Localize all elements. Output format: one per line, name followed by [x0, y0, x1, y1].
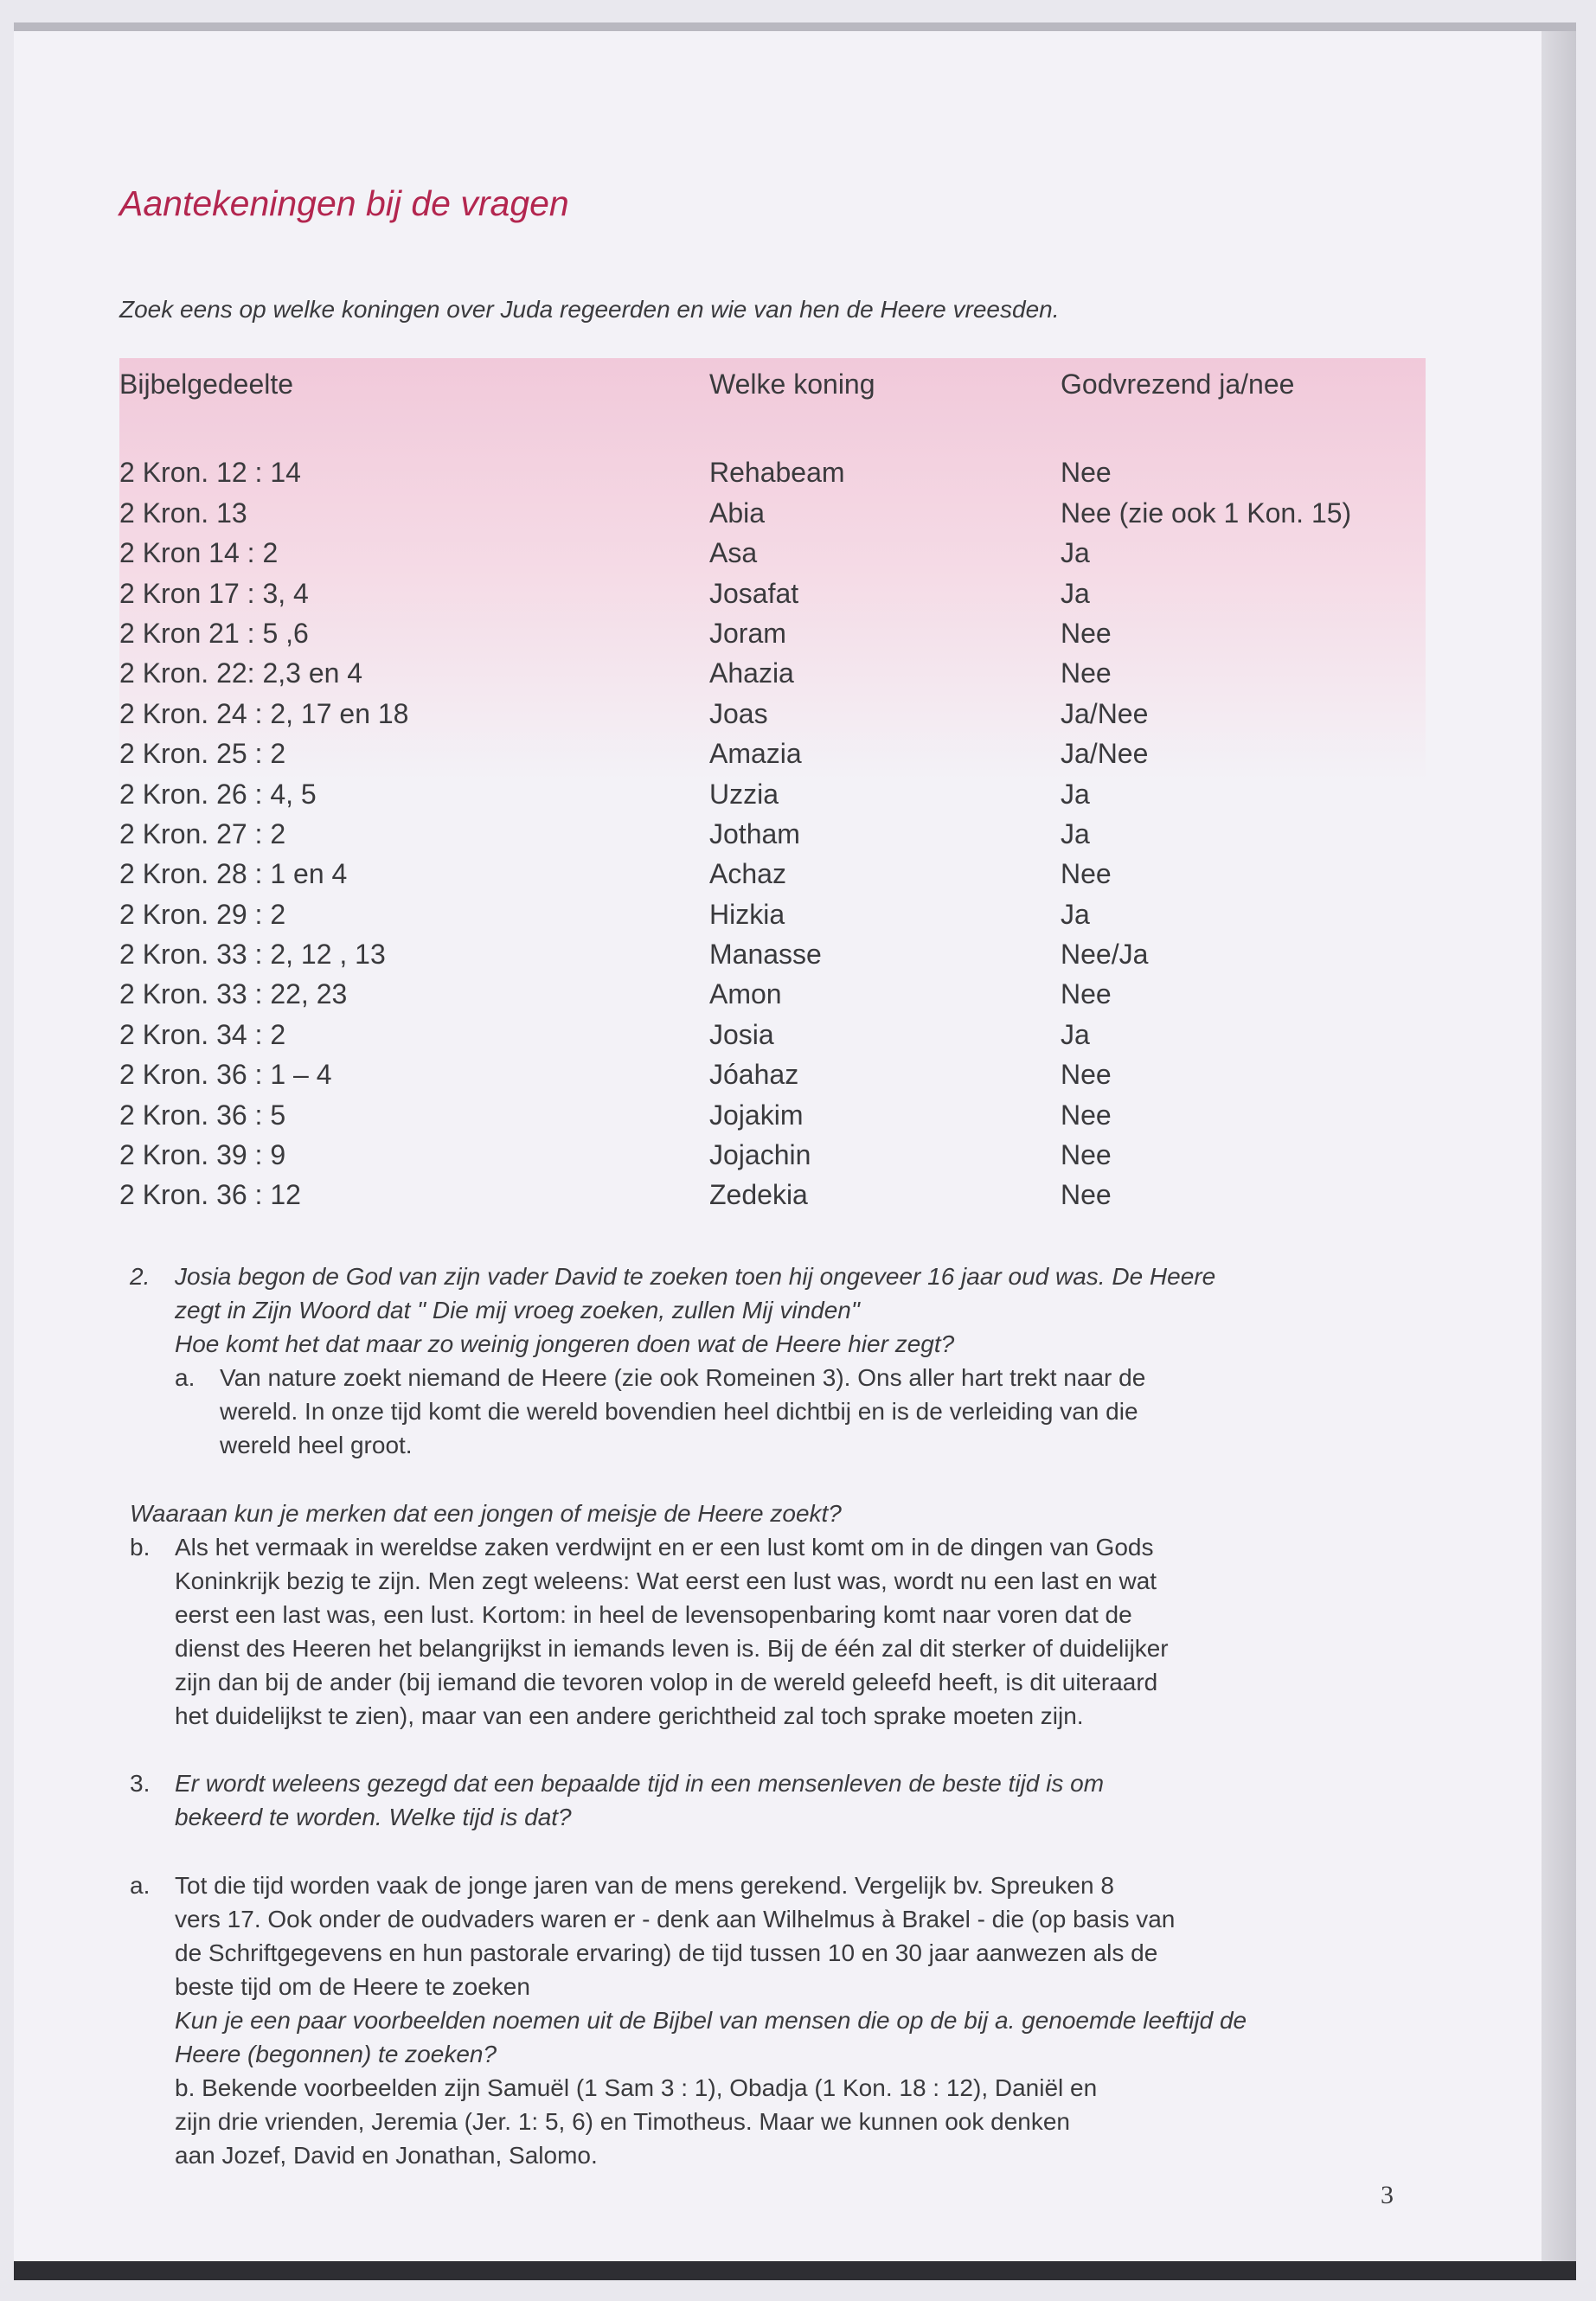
q3-answer-b-line-3: aan Jozef, David en Jonathan, Salomo.: [175, 2142, 598, 2169]
q2-answer-b-line-3: eerst een last was, een lust. Kortom: in heel de levensopenbaring komt naar voren dat de: [175, 1601, 1132, 1628]
cell-passage: 2 Kron. 28 : 1 en 4: [119, 858, 348, 890]
cell-passage: 2 Kron. 25 : 2: [119, 738, 286, 770]
cell-king: Joram: [709, 617, 786, 649]
cell-king: Achaz: [709, 858, 786, 890]
table-spacer-row: [119, 417, 1458, 457]
cell-godfearing: Nee: [1061, 858, 1112, 890]
table-row: [119, 738, 1458, 778]
bottom-edge: [14, 2261, 1576, 2280]
q3-answer-a-line-4: beste tijd om de Heere te zoeken: [175, 1973, 530, 2000]
page: [14, 22, 1576, 2280]
q3-answer-a-line-3: de Schriftgegevens en hun pastorale ervaring) de tijd tussen 10 en 30 jaar aanwezen als de: [175, 1939, 1158, 1966]
table-row: [119, 578, 1458, 618]
q3-sub-question-line-1: Kun je een paar voorbeelden noemen uit de Bijbel van mensen die op de bij a. genoemde leeftijd de: [175, 2007, 1247, 2034]
q2-answer-b-line-5: zijn dan bij de ander (bij iemand die tevoren volop in de wereld geleefd heeft, is dit uiteraard: [175, 1669, 1158, 1695]
table-row: [119, 858, 1458, 898]
q2-number: 2.: [130, 1263, 151, 1290]
cell-godfearing: Ja/Nee: [1061, 738, 1149, 770]
q2-line-2: zegt in Zijn Woord dat " Die mij vroeg zoeken, zullen Mij vinden": [175, 1297, 860, 1324]
cell-passage: 2 Kron. 36 : 1 – 4: [119, 1059, 332, 1091]
table-row: [119, 1059, 1458, 1099]
cell-king: Jóahaz: [709, 1059, 799, 1091]
cell-passage: 2 Kron. 22: 2,3 en 4: [119, 657, 363, 689]
q3-answer-a-line-2: vers 17. Ook onder de oudvaders waren er - denk aan Wilhelmus à Brakel - die (op basis van: [175, 1906, 1176, 1932]
q3-answer-b-line-1: b. Bekende voorbeelden zijn Samuël (1 Sam 3 : 1), Obadja (1 Kon. 18 : 12), Daniël en: [175, 2074, 1098, 2101]
cell-king: Manasse: [709, 939, 822, 971]
table-row: [119, 978, 1458, 1018]
cell-king: Amon: [709, 978, 782, 1010]
table-header-row: [119, 369, 1458, 417]
cell-king: Jojakim: [709, 1099, 804, 1131]
cell-king: Hizkia: [709, 898, 785, 930]
q3-answer-b-line-2: zijn drie vrienden, Jeremia (Jer. 1: 5, 6) en Timotheus. Maar we kunnen ook denken: [175, 2108, 1070, 2135]
q2-answer-b-line-1: Als het vermaak in wereldse zaken verdwijnt en er een lust komt om in de dingen van Gods: [175, 1534, 1154, 1561]
q3-line-1: Er wordt weleens gezegd dat een bepaalde tijd in een mensenleven de beste tijd is om: [175, 1770, 1105, 1797]
table-row: [119, 457, 1458, 497]
q2-answer-b-line-4: dienst des Heeren het belangrijkst in iemands leven is. Bij de één zal dit sterker of duidelijker: [175, 1635, 1169, 1662]
cell-king: Ahazia: [709, 657, 794, 689]
cell-king: Asa: [709, 537, 758, 569]
cell-king: Uzzia: [709, 778, 779, 810]
cell-passage: 2 Kron 17 : 3, 4: [119, 577, 309, 609]
table-row: [119, 939, 1458, 978]
table-row: [119, 1179, 1458, 1219]
cell-godfearing: Ja: [1061, 537, 1090, 569]
q2-line-3: Hoe komt het dat maar zo weinig jongeren doen wat de Heere hier zegt?: [175, 1330, 955, 1357]
cell-godfearing: Nee: [1061, 1179, 1112, 1211]
cell-passage: 2 Kron. 33 : 2, 12 , 13: [119, 939, 386, 971]
q2-answer-b-line-6: het duidelijkst te zien), maar van een andere gerichtheid zal toch sprake moeten zijn.: [175, 1702, 1084, 1729]
table-row: [119, 497, 1458, 537]
cell-godfearing: Nee: [1061, 1139, 1112, 1171]
cell-passage: 2 Kron 14 : 2: [119, 537, 279, 569]
cell-passage: 2 Kron 21 : 5 ,6: [119, 617, 309, 649]
cell-godfearing: Ja: [1061, 817, 1090, 849]
col-header-passage: Bijbelgedeelte: [119, 369, 294, 400]
q3-answer-a-label: a.: [130, 1872, 151, 1899]
cell-godfearing: Ja/Nee: [1061, 697, 1149, 729]
cell-king: Abia: [709, 497, 766, 529]
table-row: [119, 779, 1458, 818]
table-row: [119, 657, 1458, 697]
table-row: [119, 537, 1458, 577]
table-row: [119, 1099, 1458, 1139]
cell-godfearing: Ja: [1061, 1018, 1090, 1050]
cell-godfearing: Nee: [1061, 1059, 1112, 1091]
q2-answer-a-label: a.: [175, 1364, 195, 1391]
cell-passage: 2 Kron. 33 : 22, 23: [119, 978, 348, 1010]
q2-answer-b-label: b.: [130, 1534, 151, 1561]
cell-godfearing: Ja: [1061, 778, 1090, 810]
q2-line-1: Josia begon de God van zijn vader David te zoeken toen hij ongeveer 16 jaar oud was. De Heere: [175, 1263, 1216, 1290]
cell-passage: 2 Kron. 13: [119, 497, 247, 529]
kings-table: [119, 369, 1458, 1220]
q2-answer-a-line-2: wereld. In onze tijd komt die wereld bovendien heel dichtbij en is de verleiding van die: [220, 1398, 1138, 1425]
cell-king: Zedekia: [709, 1179, 808, 1211]
table-row: [119, 1019, 1458, 1059]
cell-passage: 2 Kron. 24 : 2, 17 en 18: [119, 697, 409, 729]
table-row: [119, 1139, 1458, 1179]
cell-godfearing: Ja: [1061, 898, 1090, 930]
page-heading: Aantekeningen bij de vragen: [119, 183, 569, 223]
cell-passage: 2 Kron. 36 : 12: [119, 1179, 301, 1211]
cell-king: Rehabeam: [709, 457, 845, 489]
col-header-godfearing: Godvrezend ja/nee: [1061, 369, 1295, 400]
col-header-king: Welke koning: [709, 369, 875, 400]
cell-passage: 2 Kron. 39 : 9: [119, 1139, 286, 1171]
cell-king: Josafat: [709, 577, 799, 609]
cell-king: Josia: [709, 1018, 774, 1050]
cell-godfearing: Nee: [1061, 1099, 1112, 1131]
q3-number: 3.: [130, 1770, 151, 1797]
book-spine: [1542, 31, 1576, 2280]
cell-godfearing: Nee: [1061, 617, 1112, 649]
q2-sub-question: Waaraan kun je merken dat een jongen of meisje de Heere zoekt?: [130, 1500, 842, 1527]
cell-godfearing: Nee: [1061, 657, 1112, 689]
q3-answer-a-line-1: Tot die tijd worden vaak de jonge jaren van de mens gerekend. Vergelijk bv. Spreuken 8: [175, 1872, 1114, 1899]
cell-godfearing: Nee: [1061, 457, 1112, 489]
cell-king: Amazia: [709, 738, 802, 770]
cell-passage: 2 Kron. 29 : 2: [119, 898, 286, 930]
q2-answer-b-line-2: Koninkrijk bezig te zijn. Men zegt weleens: Wat eerst een lust was, wordt nu een last en wat: [175, 1567, 1157, 1594]
table-row: [119, 818, 1458, 858]
table-row: [119, 899, 1458, 939]
cell-passage: 2 Kron. 27 : 2: [119, 817, 286, 849]
cell-passage: 2 Kron. 34 : 2: [119, 1018, 286, 1050]
q3-sub-question-line-2: Heere (begonnen) te zoeken?: [175, 2041, 497, 2067]
cell-godfearing: Nee: [1061, 978, 1112, 1010]
table-row: [119, 618, 1458, 657]
cell-passage: 2 Kron. 12 : 14: [119, 457, 301, 489]
cell-passage: 2 Kron. 26 : 4, 5: [119, 778, 317, 810]
page-number: 3: [1381, 2181, 1394, 2209]
cell-passage: 2 Kron. 36 : 5: [119, 1099, 286, 1131]
table-row: [119, 698, 1458, 738]
cell-king: Joas: [709, 697, 768, 729]
intro-question: Zoek eens op welke koningen over Juda regeerden en wie van hen de Heere vreesden.: [119, 296, 1060, 323]
cell-king: Jotham: [709, 817, 800, 849]
cell-godfearing: Nee/Ja: [1061, 939, 1149, 971]
q2-answer-a-line-3: wereld heel groot.: [220, 1432, 413, 1458]
cell-king: Jojachin: [709, 1139, 811, 1171]
cell-godfearing: Ja: [1061, 577, 1090, 609]
q2-answer-a-line-1: Van nature zoekt niemand de Heere (zie ook Romeinen 3). Ons aller hart trekt naar de: [220, 1364, 1146, 1391]
cell-godfearing: Nee (zie ook 1 Kon. 15): [1061, 497, 1352, 529]
q3-line-2: bekeerd te worden. Welke tijd is dat?: [175, 1804, 572, 1830]
